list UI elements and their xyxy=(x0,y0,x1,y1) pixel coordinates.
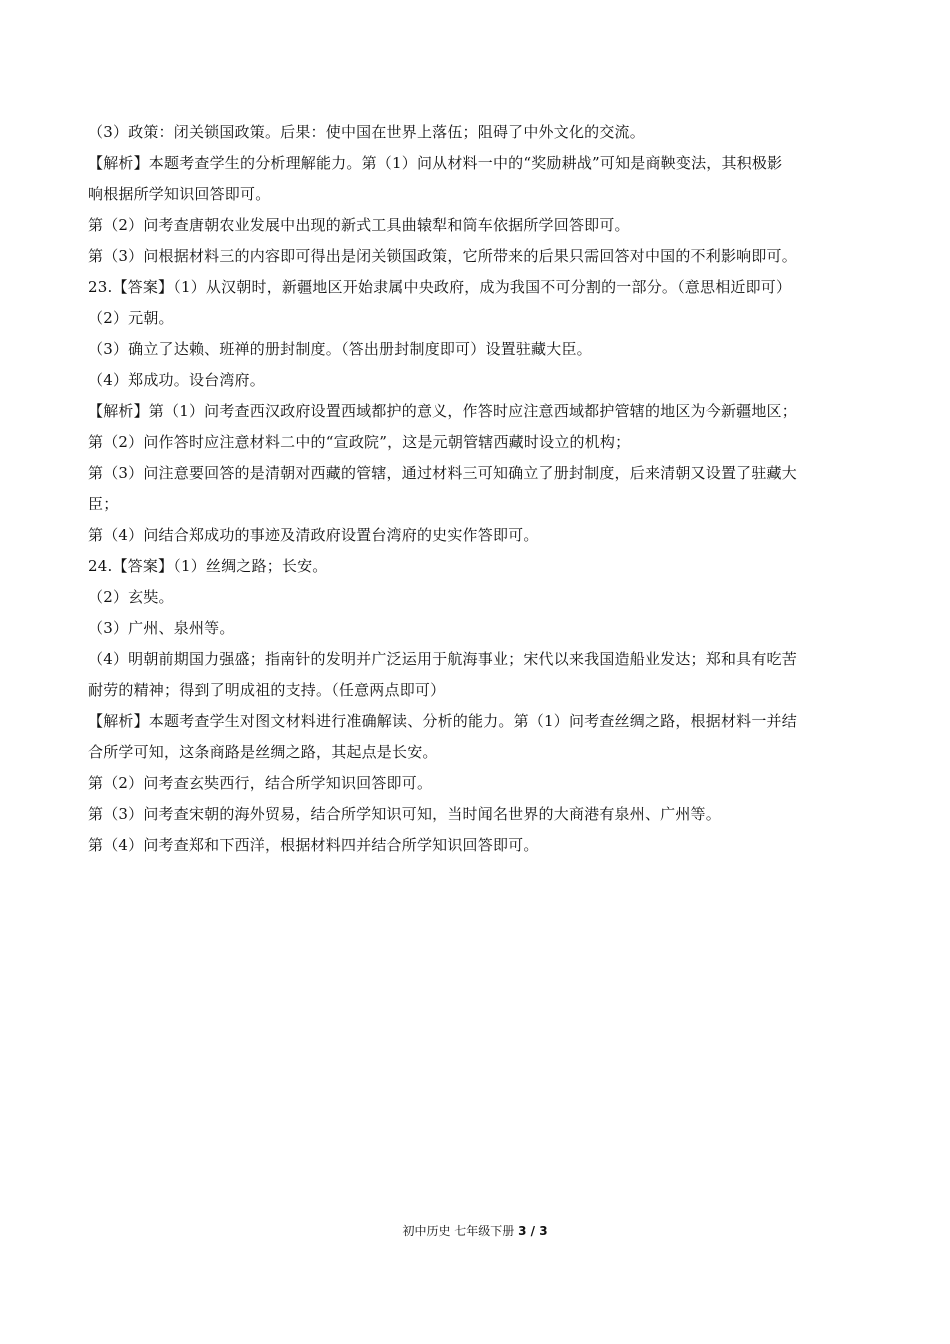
text-line: （3）广州、泉州等。 xyxy=(88,619,235,637)
text-line: 第（3）问根据材料三的内容即可得出是闭关锁国政策，它所带来的后果只需回答对中国的不利影响即可。 xyxy=(88,247,797,265)
text-line: （3）确立了达赖、班禅的册封制度。（答出册封制度即可）设置驻藏大臣。 xyxy=(88,340,592,358)
text-line: 臣； xyxy=(88,495,119,513)
text-line: （4）明朝前期国力强盛；指南针的发明并广泛运用于航海事业；宋代以来我国造船业发达；郑和具有吃苦 xyxy=(88,650,797,668)
text-line: 【解析】本题考查学生对图文材料进行准确解读、分析的能力。第（1）问考查丝绸之路，根据材料一并结 xyxy=(88,712,797,730)
text-line: （3）政策：闭关锁国政策。后果：使中国在世界上落伍；阻碍了中外文化的交流。 xyxy=(88,123,645,141)
text-line: 第（3）问注意要回答的是清朝对西藏的管辖，通过材料三可知确立了册封制度，后来清朝又设置了驻藏大 xyxy=(88,464,797,482)
text-line: 第（4）问考查郑和下西洋，根据材料四并结合所学知识回答即可。 xyxy=(88,836,539,854)
text-line: 第（3）问考查宋朝的海外贸易，结合所学知识可知，当时闻名世界的大商港有泉州、广州等。 xyxy=(88,805,721,823)
text-line: 响根据所学知识回答即可。 xyxy=(88,185,271,203)
text-line: 第（2）问作答时应注意材料二中的“宣政院”，这是元朝管辖西藏时设立的机构； xyxy=(88,433,631,451)
text-line: （2）元朝。 xyxy=(88,309,174,327)
document-body xyxy=(88,117,866,861)
text-line: （4）郑成功。设台湾府。 xyxy=(88,371,265,389)
text-line: 第（2）问考查唐朝农业发展中出现的新式工具曲辕犁和筒车依据所学回答即可。 xyxy=(88,216,630,234)
text-line: 24.【答案】（1）丝绸之路；长安。 xyxy=(88,557,328,575)
text-line: 23.【答案】（1）从汉朝时，新疆地区开始隶属中央政府，成为我国不可分割的一部分。（意思相近即可） xyxy=(88,278,792,296)
footer-label: 初中历史 七年级下册 xyxy=(402,1224,515,1238)
text-line: 【解析】本题考查学生的分析理解能力。第（1）问从材料一中的“奖励耕战”可知是商鞅变法，其积极影 xyxy=(88,154,783,172)
text-line: 耐劳的精神；得到了明成祖的支持。（任意两点即可） xyxy=(88,681,446,699)
text-line: 【解析】第（1）问考查西汉政府设置西域都护的意义，作答时应注意西域都护管辖的地区为今新疆地区； xyxy=(88,402,797,420)
page-footer xyxy=(0,1222,950,1239)
text-line: 合所学可知，这条商路是丝绸之路，其起点是长安。 xyxy=(88,743,438,761)
text-line: 第（4）问结合郑成功的事迹及清政府设置台湾府的史实作答即可。 xyxy=(88,526,539,544)
text-line: （2）玄奘。 xyxy=(88,588,174,606)
page-number: 3 / 3 xyxy=(518,1224,548,1238)
text-line: 第（2）问考查玄奘西行，结合所学知识回答即可。 xyxy=(88,774,433,792)
